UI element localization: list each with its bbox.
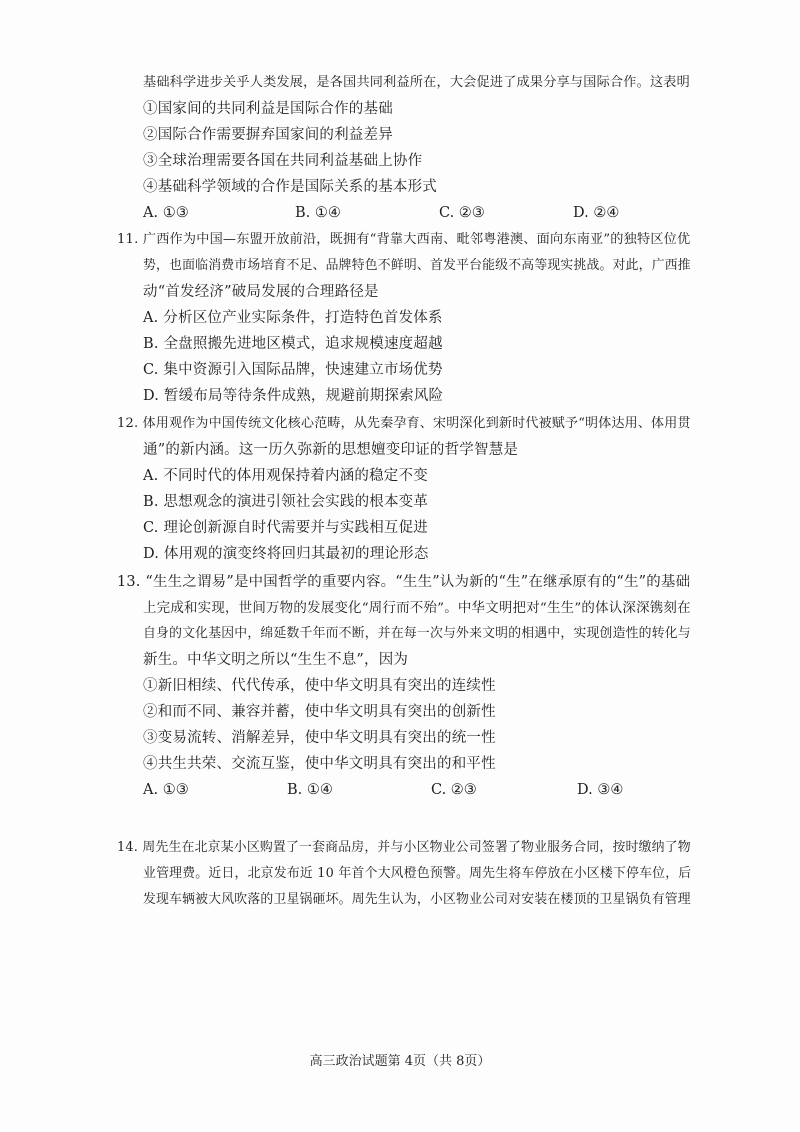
q13-statement-2: ②和而不同、兼容并蓄，使中华文明具有突出的创新性 (143, 704, 496, 720)
q13-option-c: C. ②③ (431, 782, 477, 798)
q10-option-c: C. ②③ (439, 205, 485, 221)
q10-statement-4: ④基础科学领域的合作是国际关系的基本形式 (143, 179, 437, 195)
q14-stem-line-2: 业管理费。近日，北京发布近 10 年首个大风橙色预警。周先生将车停放在小区楼下停车位，后 (143, 866, 692, 881)
q13-stem-line-1: 13. “生生之谓易”是中国哲学的重要内容。“生生”认为新的“生”在继承原有的“生”的基础 (117, 574, 691, 590)
q10-option-b: B. ①④ (295, 205, 341, 221)
q10-stem-tail: 基础科学进步关乎人类发展，是各国共同利益所在，大会促进了成果分享与国际合作。这表明 (143, 75, 690, 90)
q12-option-b: B. 思想观念的演进引领社会实践的根本变革 (143, 494, 429, 510)
q11-option-d: D. 暂缓布局等待条件成熟，规避前期探索风险 (143, 388, 444, 404)
q12-option-a: A. 不同时代的体用观保持着内涵的稳定不变 (143, 468, 428, 484)
q10-statement-1: ①国家间的共同利益是国际合作的基础 (143, 101, 393, 117)
q11-stem-line-2: 势，也面临消费市场培育不足、品牌特色不鲜明、首发平台能级不高等现实挑战。对此，广西推 (143, 258, 691, 273)
q10-statement-3: ③全球治理需要各国在共同利益基础上协作 (143, 153, 423, 169)
q12-stem-line-1: 12. 体用观作为中国传统文化核心范畴，从先秦孕育、宋明深化到新时代被赋予“明体达用、体用贯 (117, 416, 691, 431)
q11-stem-line-1: 11. 广西作为中国—东盟开放前沿，既拥有“背靠大西南、毗邻粤港澳、面向东南亚”的独特区位优 (117, 232, 691, 247)
q11-stem-line-3: 动“首发经济”破局发展的合理路径是 (143, 284, 379, 300)
q11-option-b: B. 全盘照搬先进地区模式，追求规模速度超越 (143, 336, 443, 352)
q12-option-c: C. 理论创新源自时代需要并与实践相互促进 (143, 520, 428, 536)
q13-statement-3: ③变易流转、消解差异，使中华文明具有突出的统一性 (143, 730, 496, 746)
q13-stem-line-4: 新生。中华文明之所以“生生不息”，因为 (143, 652, 409, 668)
q10-option-d: D. ②④ (573, 205, 620, 221)
q13-option-b: B. ①④ (287, 782, 333, 798)
page-footer: 高三政治试题第 4页（共 8页） (309, 1054, 491, 1069)
q10-option-a: A. ①③ (143, 205, 189, 221)
q13-statement-4: ④共生共荣、交流互鉴，使中华文明具有突出的和平性 (143, 756, 496, 772)
q12-stem-line-2: 通”的新内涵。这一历久弥新的思想嬗变印证的哲学智慧是 (143, 442, 519, 458)
q11-option-c: C. 集中资源引入国际品牌，快速建立市场优势 (143, 362, 443, 378)
q13-stem-line-2: 上完成和实现，世间万物的发展变化“周行而不殆”。中华文明把对“生生”的体认深深镌刻在 (143, 600, 691, 616)
q11-option-a: A. 分析区位产业实际条件，打造特色首发体系 (143, 310, 443, 326)
q13-option-d: D. ③④ (577, 782, 624, 798)
q14-stem-line-1: 14. 周先生在北京某小区购置了一套商品房，并与小区物业公司签署了物业服务合同，按时缴纳了物 (117, 840, 691, 855)
q13-statement-1: ①新旧相续、代代传承，使中华文明具有突出的连续性 (143, 678, 496, 694)
q10-statement-2: ②国际合作需要摒弃国家间的利益差异 (143, 127, 393, 143)
q14-stem-line-3: 发现车辆被大风吹落的卫星锅砸坏。周先生认为，小区物业公司对安装在楼顶的卫星锅负有管理 (143, 892, 691, 907)
q13-option-a: A. ①③ (143, 782, 189, 798)
q12-option-d: D. 体用观的演变终将回归其最初的理论形态 (143, 546, 429, 562)
q13-stem-line-3: 自身的文化基因中，绵延数千年而不断，并在每一次与外来文明的相遇中，实现创造性的转化与 (143, 626, 691, 641)
